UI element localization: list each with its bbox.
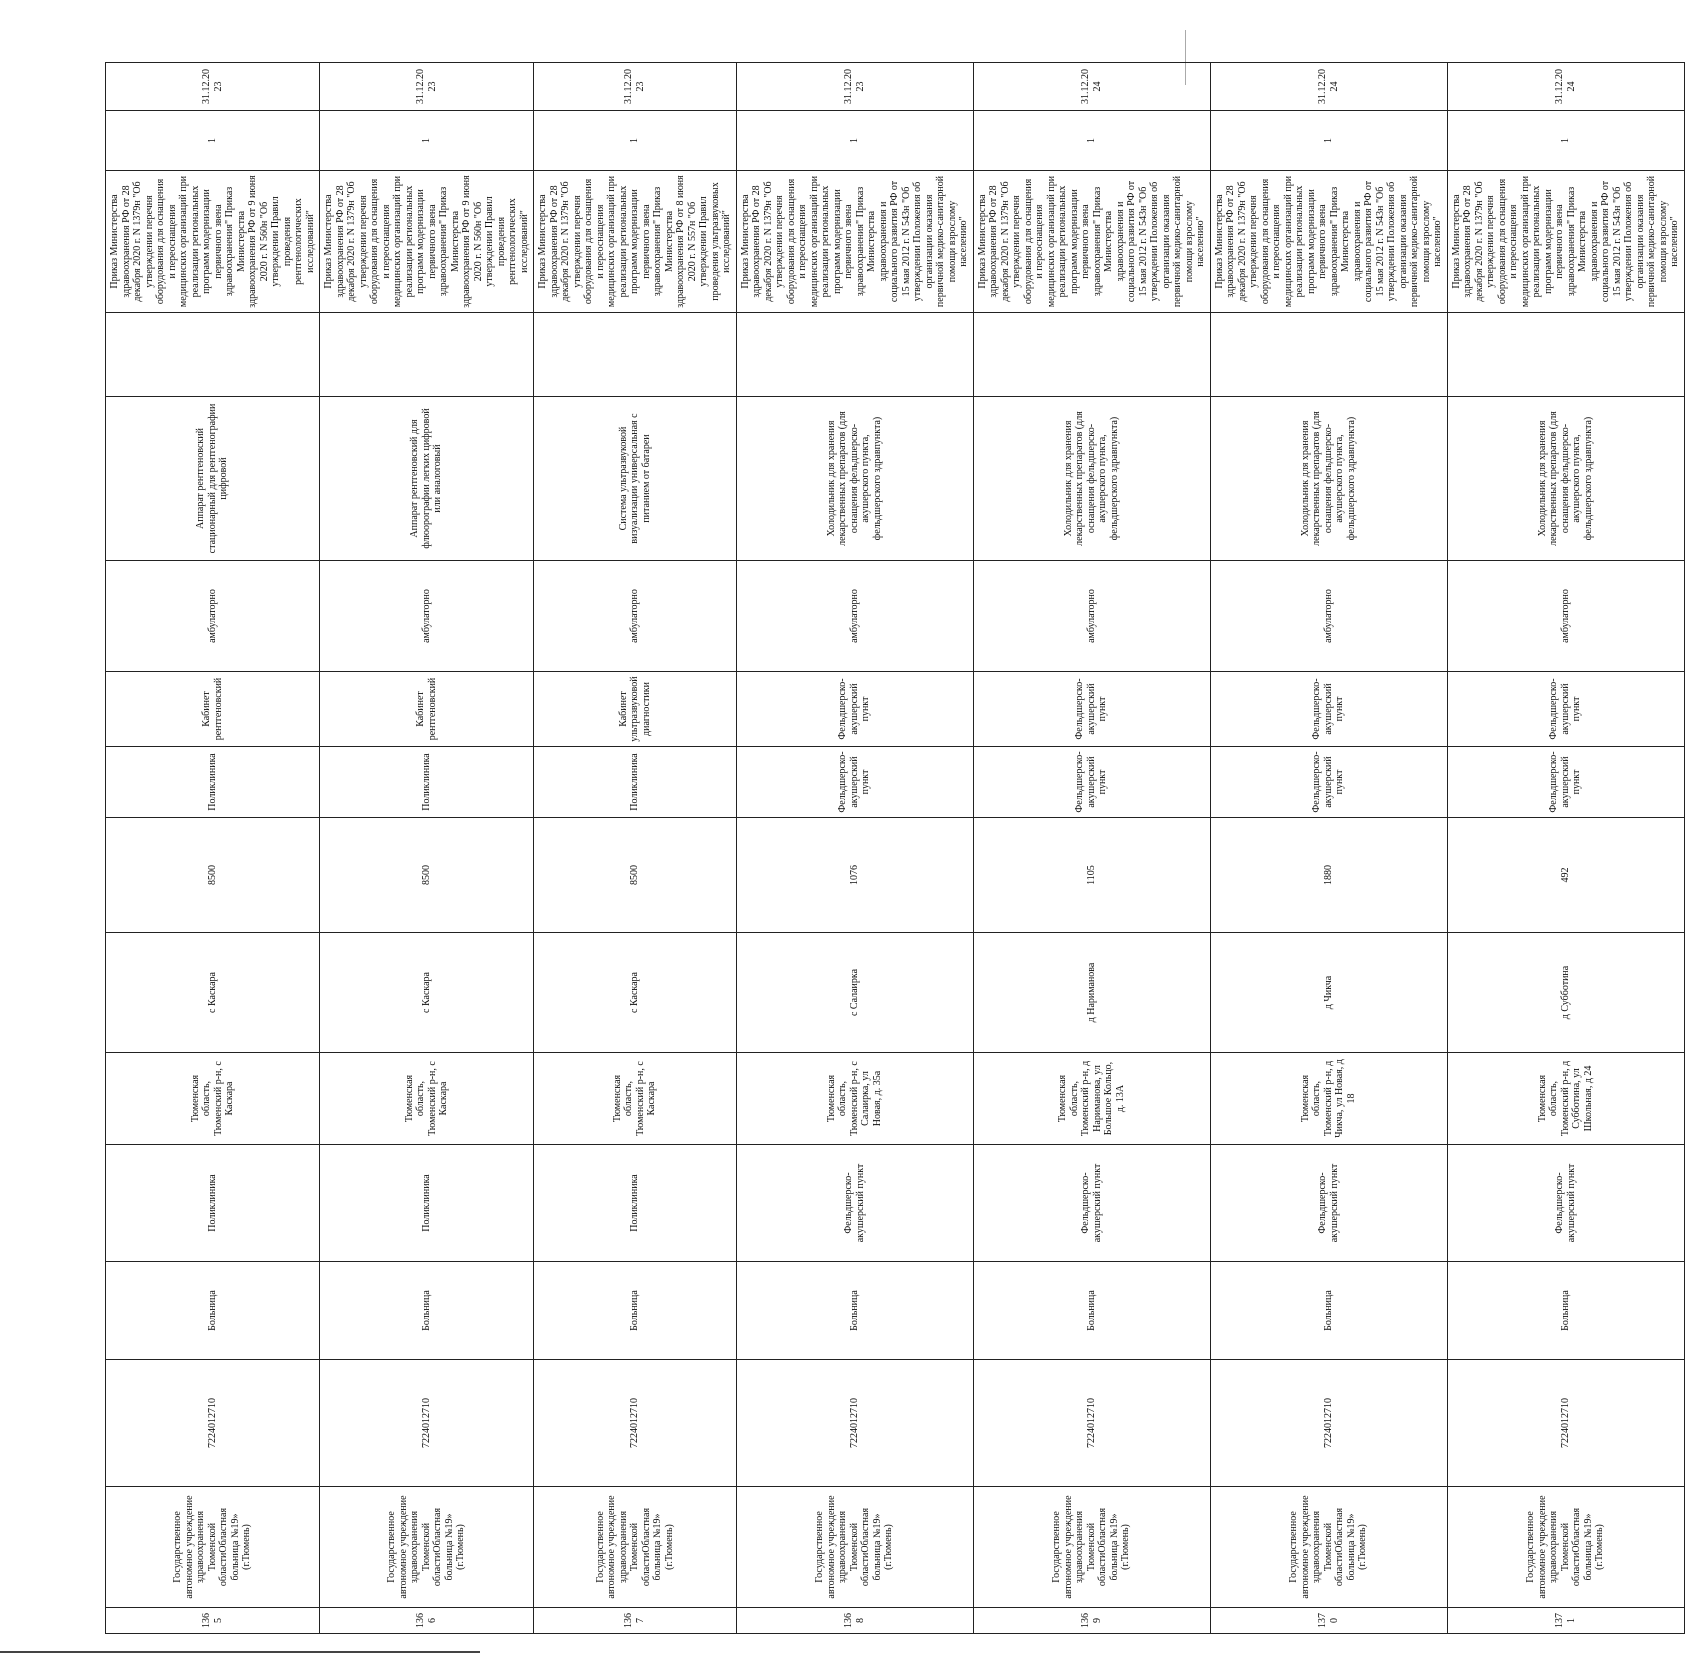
address-cell: Тюменская область, Тюменский р-н, д Нариманова, ул Большое Кольцо, д. 13А bbox=[973, 1053, 1210, 1145]
row-number: 1366 bbox=[320, 1608, 534, 1634]
deadline-date: 31.12.2023 bbox=[320, 63, 534, 111]
quantity-cell: 1 bbox=[106, 111, 320, 171]
equipment-name: Система ультразвуковой визуализации универсальная с питанием от батареи bbox=[534, 397, 737, 561]
quantity-cell: 1 bbox=[736, 111, 973, 171]
deadline-date: 31.12.2024 bbox=[1210, 63, 1447, 111]
rotated-document-page bbox=[105, 63, 1680, 1634]
department-cell: Фельдшерско-акушерский пункт bbox=[1447, 747, 1684, 818]
equipment-name: Холодильник для хранения лекарственных препаратов (для оснащения фельдшерско-акушерского пункта, фельдшерского здравпункта) bbox=[1210, 397, 1447, 561]
inn-cell: 7224012710 bbox=[1447, 1360, 1684, 1487]
equipment-register-table bbox=[105, 62, 1685, 1634]
deadline-date: 31.12.2024 bbox=[1447, 63, 1684, 111]
equipment-name: Холодильник для хранения лекарственных препаратов (для оснащения фельдшерско-акушерского пункта, фельдшерского здравпункта) bbox=[736, 397, 973, 561]
equipment-name: Аппарат рентгеновский стационарный для рентгенографии цифровой bbox=[106, 397, 320, 561]
row-number: 1365 bbox=[106, 1608, 320, 1634]
inn-cell: 7224012710 bbox=[736, 1360, 973, 1487]
quantity-cell: 1 bbox=[973, 111, 1210, 171]
department-cell: Поликлиника bbox=[320, 747, 534, 818]
empty-cell bbox=[1210, 313, 1447, 397]
care-conditions: амбулаторно bbox=[1210, 561, 1447, 672]
quantity-cell: 1 bbox=[320, 111, 534, 171]
organization-name: Государственное автономное учреждение здравоохранения Тюменской областиОбластная больница №19» (г.Тюмень) bbox=[1210, 1487, 1447, 1608]
deadline-date: 31.12.2023 bbox=[106, 63, 320, 111]
organization-type: Больница bbox=[534, 1262, 737, 1360]
settlement-cell: с Каскара bbox=[320, 933, 534, 1053]
organization-name: Государственное автономное учреждение здравоохранения Тюменской областиОбластная больница №19» (г.Тюмень) bbox=[106, 1487, 320, 1608]
regulatory-basis: Приказ Министерства здравоохранения РФ от 28 декабря 2020 г. N 1379н "Об утверждении перечня оборудования для оснащения и переоснащения медицинских организаций при реализации региональных программ модернизации первичного звена здравоохранения" Приказ Министерства здравоохранения РФ от 9 июня 2020 г. N 560н "Об утверждении Правил проведения рентгенологических исследований" bbox=[106, 171, 320, 313]
regulatory-basis: Приказ Министерства здравоохранения РФ от 28 декабря 2020 г. N 1379н "Об утверждении перечня оборудования для оснащения и переоснащения медицинских организаций при реализации региональных программ модернизации первичного звена здравоохранения" Приказ Министерства здравоохранения РФ от 8 июня 2020 г. N 557н "Об утверждении Правил проведения ультразвуковых исследований" bbox=[534, 171, 737, 313]
department-cell: Поликлиника bbox=[534, 747, 737, 818]
deadline-date: 31.12.2023 bbox=[736, 63, 973, 111]
population-cell: 8500 bbox=[106, 818, 320, 933]
structural-unit: Фельдшерско-акушерский пункт bbox=[1210, 1145, 1447, 1262]
room-cell: Фельдшерско-акушерский пункт bbox=[736, 672, 973, 747]
scan-artifact-edge bbox=[0, 1651, 480, 1653]
organization-type: Больница bbox=[736, 1262, 973, 1360]
row-number: 1367 bbox=[534, 1608, 737, 1634]
deadline-date: 31.12.2024 bbox=[973, 63, 1210, 111]
organization-name: Государственное автономное учреждение здравоохранения Тюменской областиОбластная больница №19» (г.Тюмень) bbox=[320, 1487, 534, 1608]
care-conditions: амбулаторно bbox=[1447, 561, 1684, 672]
care-conditions: амбулаторно bbox=[320, 561, 534, 672]
address-cell: Тюменская область, Тюменский р-н, с Салаирка, ул Новая, д. 35а bbox=[736, 1053, 973, 1145]
inn-cell: 7224012710 bbox=[106, 1360, 320, 1487]
population-cell: 1880 bbox=[1210, 818, 1447, 933]
address-cell: Тюменская область, Тюменский р-н, д Чикча, ул Новая, д 18 bbox=[1210, 1053, 1447, 1145]
room-cell: Кабинет ультразвуковой диагностики bbox=[534, 672, 737, 747]
address-cell: Тюменская область, Тюменский р-н, с Каскара bbox=[534, 1053, 737, 1145]
table-row bbox=[1210, 63, 1447, 1634]
department-cell: Фельдшерско-акушерский пункт bbox=[1210, 747, 1447, 818]
address-cell: Тюменская область, Тюменский р-н, д Субботина, ул Школьная, д 24 bbox=[1447, 1053, 1684, 1145]
organization-name: Государственное автономное учреждение здравоохранения Тюменской областиОбластная больница №19» (г.Тюмень) bbox=[534, 1487, 737, 1608]
department-cell: Фельдшерско-акушерский пункт bbox=[973, 747, 1210, 818]
structural-unit: Поликлиника bbox=[106, 1145, 320, 1262]
row-number: 1369 bbox=[973, 1608, 1210, 1634]
settlement-cell: с Каскара bbox=[534, 933, 737, 1053]
population-cell: 1105 bbox=[973, 818, 1210, 933]
empty-cell bbox=[973, 313, 1210, 397]
inn-cell: 7224012710 bbox=[973, 1360, 1210, 1487]
population-cell: 8500 bbox=[534, 818, 737, 933]
regulatory-basis: Приказ Министерства здравоохранения РФ от 28 декабря 2020 г. N 1379н "Об утверждении перечня оборудования для оснащения и переоснащения медицинских организаций при реализации региональных программ модернизации первичного звена здравоохранения" Приказ Министерства здравоохранения и социального развития РФ от 15 мая 2012 г. N 543н "Об утверждении Положения об организации оказания первичной медико-санитарной помощи взрослому населению" bbox=[1210, 171, 1447, 313]
table-row bbox=[106, 63, 320, 1634]
table-row bbox=[736, 63, 973, 1634]
settlement-cell: д Нариманова bbox=[973, 933, 1210, 1053]
regulatory-basis: Приказ Министерства здравоохранения РФ от 28 декабря 2020 г. N 1379н "Об утверждении перечня оборудования для оснащения и переоснащения медицинских организаций при реализации региональных программ модернизации первичного звена здравоохранения" Приказ Министерства здравоохранения и социального развития РФ от 15 мая 2012 г. N 543н "Об утверждении Положения об организации оказания первичной медико-санитарной помощи взрослому населению" bbox=[1447, 171, 1684, 313]
table-row bbox=[1447, 63, 1684, 1634]
empty-cell bbox=[1447, 313, 1684, 397]
department-cell: Фельдшерско-акушерский пункт bbox=[736, 747, 973, 818]
empty-cell bbox=[106, 313, 320, 397]
organization-name: Государственное автономное учреждение здравоохранения Тюменской областиОбластная больница №19» (г.Тюмень) bbox=[736, 1487, 973, 1608]
settlement-cell: д Чикча bbox=[1210, 933, 1447, 1053]
quantity-cell: 1 bbox=[1447, 111, 1684, 171]
care-conditions: амбулаторно bbox=[534, 561, 737, 672]
population-cell: 8500 bbox=[320, 818, 534, 933]
settlement-cell: д Субботина bbox=[1447, 933, 1684, 1053]
organization-type: Больница bbox=[1210, 1262, 1447, 1360]
population-cell: 492 bbox=[1447, 818, 1684, 933]
row-number: 1368 bbox=[736, 1608, 973, 1634]
structural-unit: Поликлиника bbox=[320, 1145, 534, 1262]
organization-name: Государственное автономное учреждение здравоохранения Тюменской областиОбластная больница №19» (г.Тюмень) bbox=[1447, 1487, 1684, 1608]
equipment-name: Аппарат рентгеновский для флюорографии легких цифровой или аналоговый bbox=[320, 397, 534, 561]
room-cell: Фельдшерско-акушерский пункт bbox=[973, 672, 1210, 747]
population-cell: 1076 bbox=[736, 818, 973, 933]
organization-type: Больница bbox=[973, 1262, 1210, 1360]
address-cell: Тюменская область, Тюменский р-н, с Каскара bbox=[320, 1053, 534, 1145]
regulatory-basis: Приказ Министерства здравоохранения РФ от 28 декабря 2020 г. N 1379н "Об утверждении перечня оборудования для оснащения и переоснащения медицинских организаций при реализации региональных программ модернизации первичного звена здравоохранения" Приказ Министерства здравоохранения и социального развития РФ от 15 мая 2012 г. N 543н "Об утверждении Положения об организации оказания первичной медико-санитарной помощи взрослому населению" bbox=[736, 171, 973, 313]
row-number: 1370 bbox=[1210, 1608, 1447, 1634]
room-cell: Кабинет рентгеновский bbox=[106, 672, 320, 747]
structural-unit: Фельдшерско-акушерский пункт bbox=[1447, 1145, 1684, 1262]
organization-type: Больница bbox=[106, 1262, 320, 1360]
organization-type: Больница bbox=[1447, 1262, 1684, 1360]
inn-cell: 7224012710 bbox=[320, 1360, 534, 1487]
room-cell: Кабинет рентгеновский bbox=[320, 672, 534, 747]
table-body bbox=[106, 63, 1685, 1634]
room-cell: Фельдшерско-акушерский пункт bbox=[1447, 672, 1684, 747]
room-cell: Фельдшерско-акушерский пункт bbox=[1210, 672, 1447, 747]
deadline-date: 31.12.2023 bbox=[534, 63, 737, 111]
regulatory-basis: Приказ Министерства здравоохранения РФ от 28 декабря 2020 г. N 1379н "Об утверждении перечня оборудования для оснащения и переоснащения медицинских организаций при реализации региональных программ модернизации первичного звена здравоохранения" Приказ Министерства здравоохранения РФ от 9 июня 2020 г. N 560н "Об утверждении Правил проведения рентгенологических исследований" bbox=[320, 171, 534, 313]
settlement-cell: с Каскара bbox=[106, 933, 320, 1053]
structural-unit: Фельдшерско-акушерский пункт bbox=[973, 1145, 1210, 1262]
structural-unit: Фельдшерско-акушерский пункт bbox=[736, 1145, 973, 1262]
organization-type: Больница bbox=[320, 1262, 534, 1360]
empty-cell bbox=[736, 313, 973, 397]
row-number: 1371 bbox=[1447, 1608, 1684, 1634]
organization-name: Государственное автономное учреждение здравоохранения Тюменской областиОбластная больница №19» (г.Тюмень) bbox=[973, 1487, 1210, 1608]
care-conditions: амбулаторно bbox=[106, 561, 320, 672]
care-conditions: амбулаторно bbox=[736, 561, 973, 672]
equipment-name: Холодильник для хранения лекарственных препаратов (для оснащения фельдшерско-акушерского пункта, фельдшерского здравпункта) bbox=[973, 397, 1210, 561]
care-conditions: амбулаторно bbox=[973, 561, 1210, 672]
inn-cell: 7224012710 bbox=[534, 1360, 737, 1487]
department-cell: Поликлиника bbox=[106, 747, 320, 818]
regulatory-basis: Приказ Министерства здравоохранения РФ от 28 декабря 2020 г. N 1379н "Об утверждении перечня оборудования для оснащения и переоснащения медицинских организаций при реализации региональных программ модернизации первичного звена здравоохранения" Приказ Министерства здравоохранения и социального развития РФ от 15 мая 2012 г. N 543н "Об утверждении Положения об организации оказания первичной медико-санитарной помощи взрослому населению" bbox=[973, 171, 1210, 313]
settlement-cell: с Салаирка bbox=[736, 933, 973, 1053]
quantity-cell: 1 bbox=[1210, 111, 1447, 171]
quantity-cell: 1 bbox=[534, 111, 737, 171]
inn-cell: 7224012710 bbox=[1210, 1360, 1447, 1487]
address-cell: Тюменская область, Тюменский р-н, с Каскара bbox=[106, 1053, 320, 1145]
empty-cell bbox=[534, 313, 737, 397]
empty-cell bbox=[320, 313, 534, 397]
structural-unit: Поликлиника bbox=[534, 1145, 737, 1262]
equipment-name: Холодильник для хранения лекарственных препаратов (для оснащения фельдшерско-акушерского пункта, фельдшерского здравпункта) bbox=[1447, 397, 1684, 561]
table-row bbox=[973, 63, 1210, 1634]
table-row bbox=[534, 63, 737, 1634]
table-row bbox=[320, 63, 534, 1634]
